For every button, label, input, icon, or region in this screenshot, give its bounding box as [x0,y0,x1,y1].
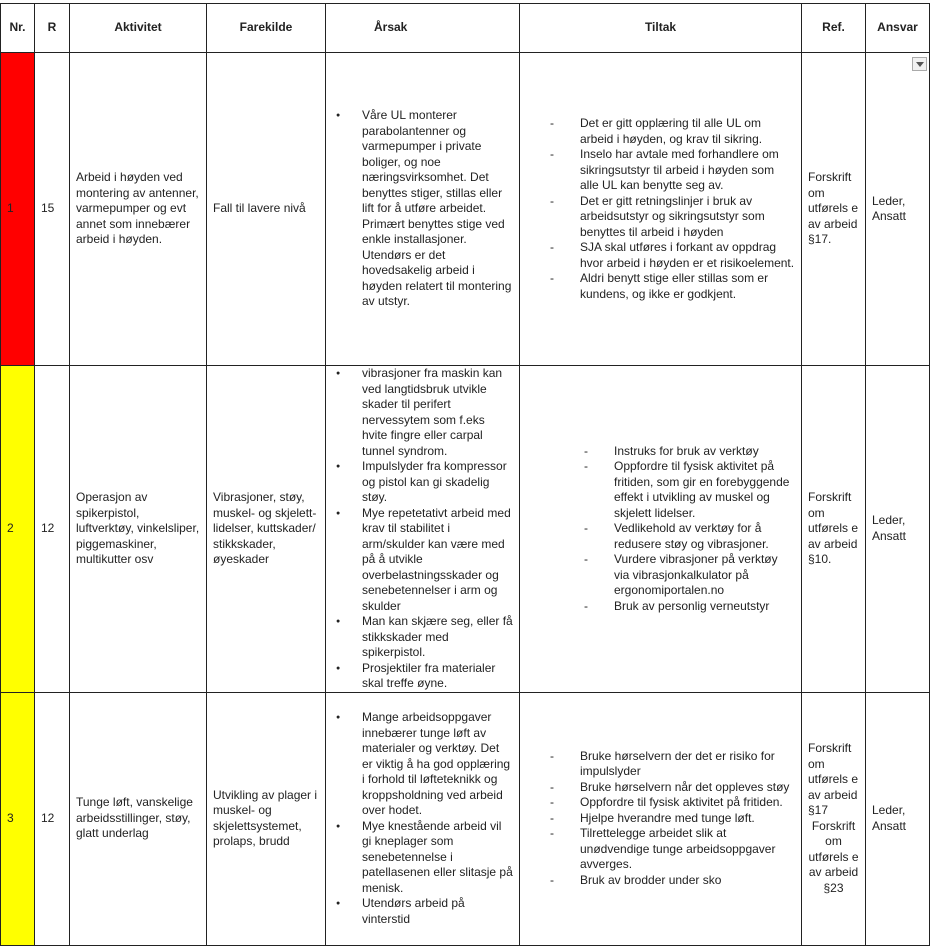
measure-item: - Bruke hørselvern der det er risiko for impulslyder [580,749,795,780]
risk-number: 3 [7,810,14,825]
measure-item: - Bruk av personlig verneutstyr [614,599,795,615]
activity-cell: Operasjon av spikerpistol, luftverktøy, vinkelsliper, piggemaskiner, multikutter osv [70,366,207,693]
header-tiltak: Tiltak [520,4,802,53]
header-r: R [35,4,70,53]
risk-number: 1 [7,201,14,216]
cause-item: ● Man kan skjære seg, eller få stikkskader med spikerpistol. [362,614,513,661]
cause-item: ● Våre UL monterer parabolantenner og varmepumper i private boliger, og noe næringsvirksomhet. Det benyttes stiger, stillas eller lift for å utføre arbeidet. Primært benyttes stige ved enkle installasjoner. Utendørs er det hovedsakelig arbeid i høyden relatert til montering av utstyr. [362,108,513,310]
measure-item: - Det er gitt opplæring til alle UL om arbeid i høyden, og krav til sikring. [580,116,795,147]
header-nr: Nr. [1,4,35,53]
cause-item: ● Mye repetetativt arbeid med krav til stabilitet i arm/skulder kan være med på å utvikle overbelastningsskader og senebetennelser i arm og skulder [362,506,513,615]
measure-item: - Det er gitt retningslinjer i bruk av arbeidsutstyr og sikringsutstyr som benyttes til arbeid i høyden [580,194,795,241]
header-arsak: Årsak [326,4,520,53]
measure-item: - Bruk av brodder under sko [580,873,795,889]
cause-item: ● vibrasjoner fra maskin kan ved langtidsbruk utvikle skader til perifert nervessytem som f.eks hvite fingre eller carpal tunnel syndrom. [362,366,513,459]
header-farekilde: Farekilde [207,4,326,53]
hazard-cell: Fall til lavere nivå [207,53,326,366]
cause-cell [326,692,520,945]
measure-item: - Instruks for bruk av verktøy [614,444,795,460]
cause-cell [326,366,520,693]
risk-number-cell [1,366,35,693]
activity-cell: Tunge løft, vanskelige arbeidsstillinger, støy, glatt underlag [70,692,207,945]
cause-cell [326,53,520,366]
header-ansvar: Ansvar [866,4,930,53]
risk-score: 12 [35,692,70,945]
measure-item: - Hjelpe hverandre med tunge løft. [580,811,795,827]
cause-item: ● Prosjektiler fra materialer skal treffe øyne. [362,661,513,692]
cause-item: ● Impulslyder fra kompressor og pistol kan gi skadelig støy. [362,459,513,506]
measure-item: - Aldri benytt stige eller stillas som er kundens, og ikke er godkjent. [580,271,795,302]
risk-number: 2 [7,521,14,535]
cause-item: ● Mye knestående arbeid vil gi kneplager som senebetennelse i patellasenen eller slitasje på menisk. [362,819,513,897]
measure-item: - Oppfordre til fysisk aktivitet på fritiden. [580,795,795,811]
measure-item: - Inselo har avtale med forhandlere om sikringsutstyr til arbeid i høyden som alle UL kan benytte seg av. [580,147,795,194]
header-aktivitet: Aktivitet [70,4,207,53]
reference-cell [802,692,866,945]
measure-item: - Vurdere vibrasjoner på verktøy via vibrasjonkalkulator på ergonomiportalen.no [614,552,795,599]
measure-item: - Tilrettelegge arbeidet slik at unødvendige tunge arbeidsoppgaver avverges. [580,826,795,873]
responsibility-text: Leder, Ansatt [872,193,907,223]
dropdown-arrow-icon[interactable] [912,57,927,71]
measure-item: - SJA skal utføres i forkant av oppdrag hvor arbeid i høyden er et risikoelement. [580,240,795,271]
hazard-cell: Utvikling av plager i muskel- og skjelettsystemet, prolaps, brudd [207,692,326,945]
cause-item: ● Utendørs arbeid på vinterstid [362,896,513,927]
risk-assessment-table [0,3,930,946]
table-row [1,366,930,693]
header-ref: Ref. [802,4,866,53]
measures-cell [520,366,802,693]
responsibility-cell: Leder, Ansatt [866,366,930,693]
measure-item: - Vedlikehold av verktøy for å redusere støy og vibrasjoner. [614,521,795,552]
table-row [1,692,930,945]
reference-text: Forskrift om utførels e av arbeid §17 [808,741,859,817]
cause-item: ● Mange arbeidsoppgaver innebærer tunge løft av materialer og verktøy. Det er viktig å ha god opplæring i forhold til løfteteknikk og kroppsholdning ved arbeid over hodet. [362,710,513,819]
header-row [1,4,930,53]
risk-score: 12 [35,366,70,693]
hazard-cell: Vibrasjoner, støy, muskel- og skjelett-lidelser, kuttskader/ stikkskader, øyeskader [207,366,326,693]
reference-cell: Forskrift om utførels e av arbeid §10. [802,366,866,693]
table-row [1,53,930,366]
measures-cell [520,692,802,945]
responsibility-cell: Leder, Ansatt [866,692,930,945]
risk-number-cell [1,692,35,945]
risk-score: 15 [35,53,70,366]
reference-text: Forskrift om utførels e av arbeid §23 [808,818,859,895]
risk-number-cell [1,53,35,366]
measure-item: - Bruke hørselvern når det oppleves støy [580,780,795,796]
reference-cell: Forskrift om utførels e av arbeid §17. [802,53,866,366]
activity-cell: Arbeid i høyden ved montering av antenner, varmepumper og evt annet som innebærer arbeid i høyden. [70,53,207,366]
measure-item: - Oppfordre til fysisk aktivitet på fritiden, som gir en forebyggende effekt i utvikling av muskel og skjelett lidelser. [614,459,795,521]
responsibility-cell [866,53,930,366]
measures-cell [520,53,802,366]
